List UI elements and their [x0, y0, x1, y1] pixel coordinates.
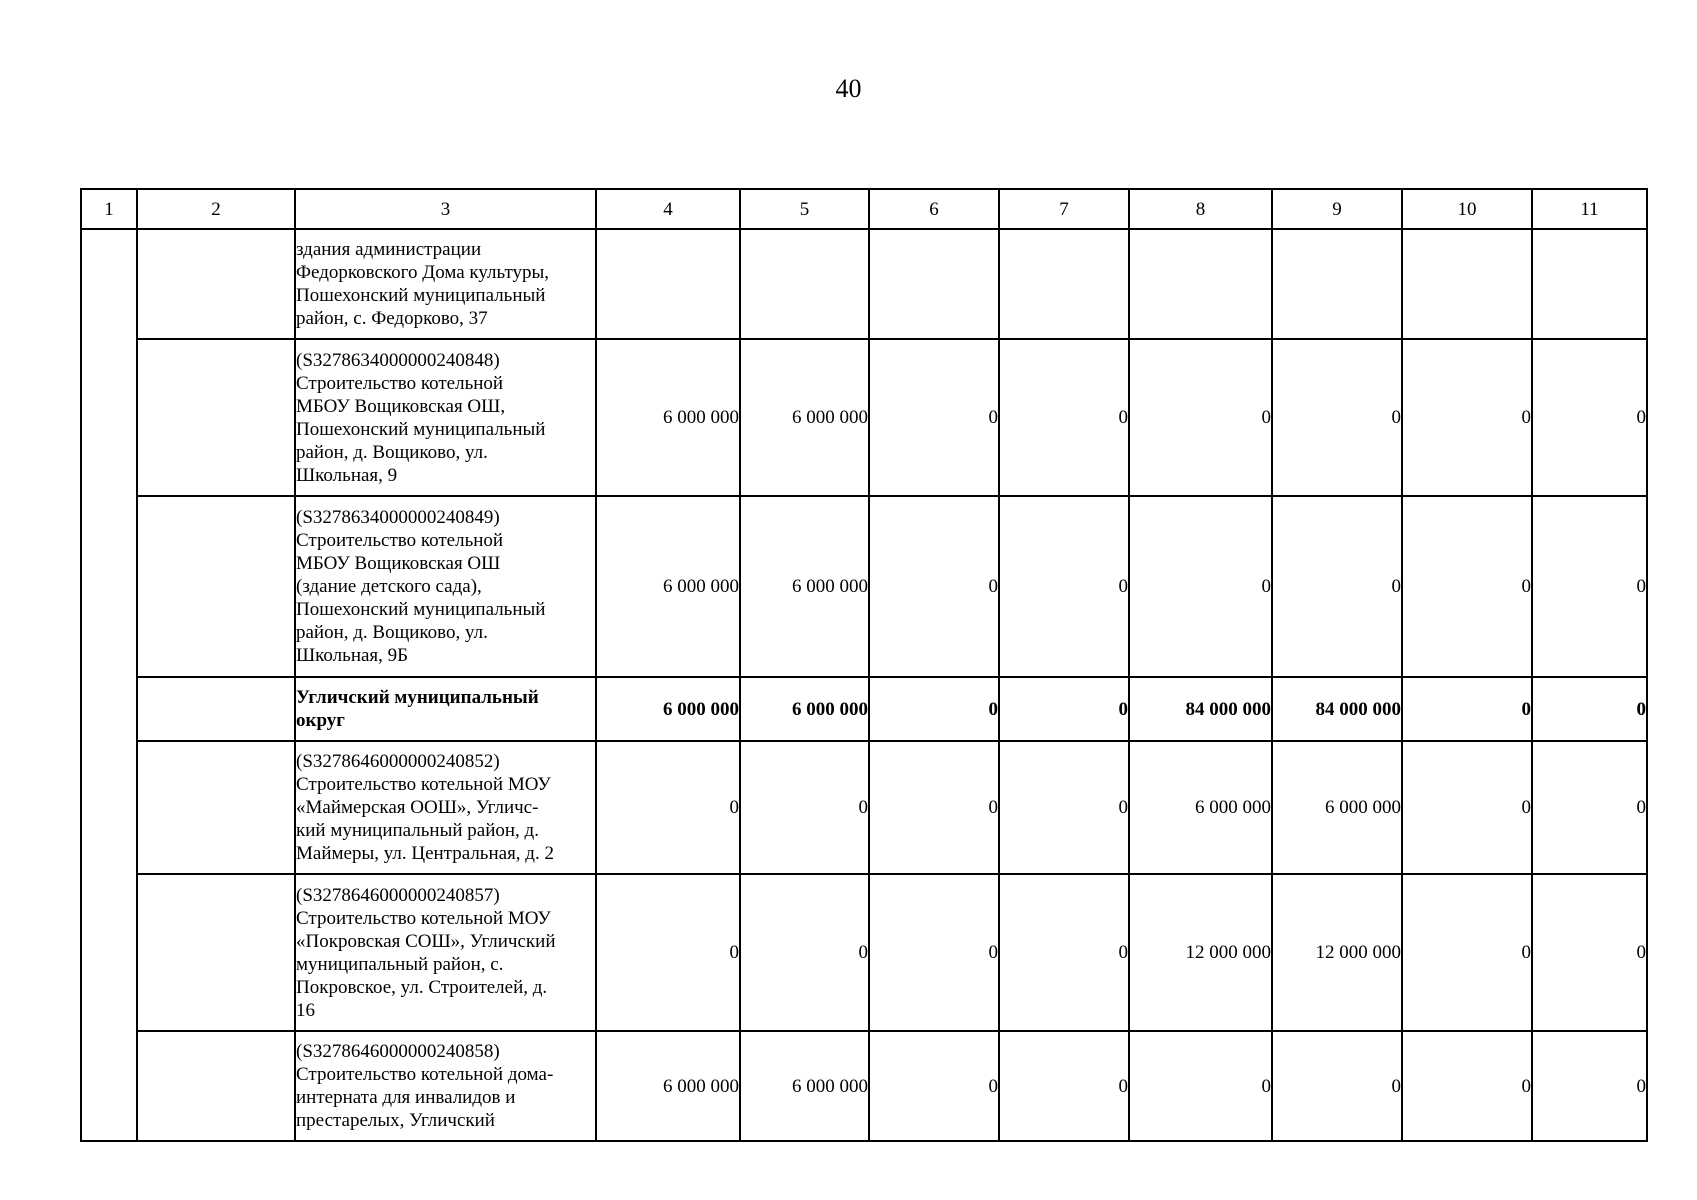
value-cell: 12 000 000 [1129, 874, 1272, 1031]
value-cell: 0 [1532, 874, 1647, 1031]
value-cell: 0 [999, 339, 1129, 496]
description-line: МБОУ Вощиковская ОШ, [296, 395, 506, 417]
page-number: 40 [835, 74, 862, 103]
value-cell: 6 000 000 [740, 677, 869, 741]
description-line: Федорковского Дома культуры, [296, 262, 550, 283]
description-line: (S3278646000000240852) [296, 751, 500, 772]
description-line: Покровское, ул. Строителей, д. [296, 976, 548, 998]
description-line: район, д. Вощиково, ул. [296, 441, 488, 463]
value-cell: 0 [999, 1031, 1129, 1141]
column-header: 3 [295, 189, 596, 229]
description-line: 16 [296, 999, 315, 1021]
object-description [295, 229, 596, 339]
value-cell: 0 [596, 741, 740, 874]
description-line: район, д. Вощиково, ул. [296, 622, 488, 643]
value-cell: 0 [1402, 741, 1532, 874]
column-2-cell [137, 874, 295, 1031]
description-line: Пошехонский муниципальный [296, 285, 546, 306]
object-description [295, 496, 596, 677]
value-cell: 0 [999, 496, 1129, 677]
value-cell: 0 [1129, 496, 1272, 677]
value-cell: 6 000 000 [740, 496, 869, 677]
description-line: Маймеры, ул. Центральная, д. 2 [296, 843, 554, 864]
value-cell: 12 000 000 [1272, 874, 1402, 1031]
column-header: 11 [1532, 189, 1647, 229]
description-line: Пошехонский муниципальный [296, 418, 546, 440]
description-line: здания администрации [296, 239, 482, 260]
column-header: 4 [596, 189, 740, 229]
value-cell [1272, 229, 1402, 339]
value-cell: 0 [1402, 339, 1532, 496]
value-cell: 0 [1129, 1031, 1272, 1141]
description-line: муниципальный район, с. [296, 953, 504, 975]
description-line: район, с. Федорково, 37 [296, 308, 488, 329]
column-header: 8 [1129, 189, 1272, 229]
value-cell: 6 000 000 [596, 339, 740, 496]
column-header: 10 [1402, 189, 1532, 229]
description-line: округ [296, 710, 345, 731]
value-cell: 0 [869, 741, 999, 874]
table-header-row [81, 189, 1647, 229]
table-row [81, 339, 1647, 496]
description-line: интерната для инвалидов и [296, 1087, 516, 1108]
value-cell: 0 [1402, 874, 1532, 1031]
description-line: (S3278646000000240858) [296, 1041, 500, 1062]
value-cell: 0 [1532, 496, 1647, 677]
object-description [295, 1031, 596, 1141]
value-cell: 0 [1402, 677, 1532, 741]
value-cell: 6 000 000 [596, 1031, 740, 1141]
value-cell: 0 [869, 339, 999, 496]
column-2-cell [137, 339, 295, 496]
value-cell: 0 [1129, 339, 1272, 496]
value-cell: 0 [1532, 741, 1647, 874]
column-header: 7 [999, 189, 1129, 229]
description-line: Угличский муниципальный [296, 687, 539, 708]
table-row [81, 229, 1647, 339]
object-description [295, 874, 596, 1031]
description-line: престарелых, Угличский [296, 1110, 495, 1131]
column-header: 1 [81, 189, 137, 229]
value-cell: 0 [869, 874, 999, 1031]
subtotal-row [81, 677, 1647, 741]
value-cell [1129, 229, 1272, 339]
description-line: Школьная, 9Б [296, 645, 409, 666]
description-line: Пошехонский муниципальный [296, 599, 546, 620]
value-cell [869, 229, 999, 339]
value-cell: 0 [999, 741, 1129, 874]
column-2-cell [137, 741, 295, 874]
column-2-cell [137, 496, 295, 677]
value-cell: 6 000 000 [740, 1031, 869, 1141]
table-row [81, 874, 1647, 1031]
column-2-cell [137, 677, 295, 741]
value-cell [596, 229, 740, 339]
description-line: «Покровская СОШ», Угличский [296, 930, 556, 952]
value-cell: 0 [1532, 677, 1647, 741]
value-cell: 6 000 000 [1272, 741, 1402, 874]
table-row [81, 1031, 1647, 1141]
object-description [295, 339, 596, 496]
value-cell [740, 229, 869, 339]
column-2-cell [137, 1031, 295, 1141]
column-header: 9 [1272, 189, 1402, 229]
object-description [295, 741, 596, 874]
value-cell [1402, 229, 1532, 339]
value-cell: 0 [596, 874, 740, 1031]
value-cell: 84 000 000 [1272, 677, 1402, 741]
value-cell [1532, 229, 1647, 339]
value-cell: 6 000 000 [740, 339, 869, 496]
description-line: МБОУ Вощиковская ОШ [296, 553, 501, 574]
budget-table [80, 188, 1648, 1142]
value-cell: 0 [1402, 1031, 1532, 1141]
value-cell: 0 [1272, 339, 1402, 496]
description-line: Школьная, 9 [296, 464, 398, 486]
value-cell: 0 [1272, 496, 1402, 677]
description-line: (здание детского сада), [296, 576, 482, 597]
description-line: (S3278634000000240848) [296, 349, 500, 371]
value-cell: 0 [1272, 1031, 1402, 1141]
column-header: 5 [740, 189, 869, 229]
description-line: Строительство котельной МОУ [296, 907, 551, 929]
value-cell: 0 [999, 874, 1129, 1031]
column-header: 6 [869, 189, 999, 229]
description-line: (S3278646000000240857) [296, 884, 500, 906]
table-row [81, 496, 1647, 677]
description-line: Строительство котельной [296, 530, 504, 551]
value-cell: 0 [1402, 496, 1532, 677]
description-line: Строительство котельной [296, 372, 504, 394]
value-cell: 0 [740, 741, 869, 874]
column-header: 2 [137, 189, 295, 229]
table-row [81, 741, 1647, 874]
description-line: (S3278634000000240849) [296, 507, 500, 528]
value-cell: 0 [869, 496, 999, 677]
description-line: Строительство котельной дома- [296, 1064, 554, 1085]
district-name [295, 677, 596, 741]
value-cell: 0 [869, 677, 999, 741]
column-1-cell [81, 229, 137, 1141]
value-cell: 0 [1532, 1031, 1647, 1141]
value-cell: 84 000 000 [1129, 677, 1272, 741]
value-cell: 0 [740, 874, 869, 1031]
value-cell: 6 000 000 [1129, 741, 1272, 874]
description-line: Строительство котельной МОУ [296, 774, 551, 795]
column-2-cell [137, 229, 295, 339]
value-cell: 6 000 000 [596, 496, 740, 677]
value-cell: 0 [869, 1031, 999, 1141]
value-cell: 0 [1532, 339, 1647, 496]
description-line: кий муниципальный район, д. [296, 820, 539, 841]
description-line: «Маймерская ООШ», Угличс- [296, 797, 539, 818]
value-cell: 0 [999, 677, 1129, 741]
value-cell [999, 229, 1129, 339]
value-cell: 6 000 000 [596, 677, 740, 741]
